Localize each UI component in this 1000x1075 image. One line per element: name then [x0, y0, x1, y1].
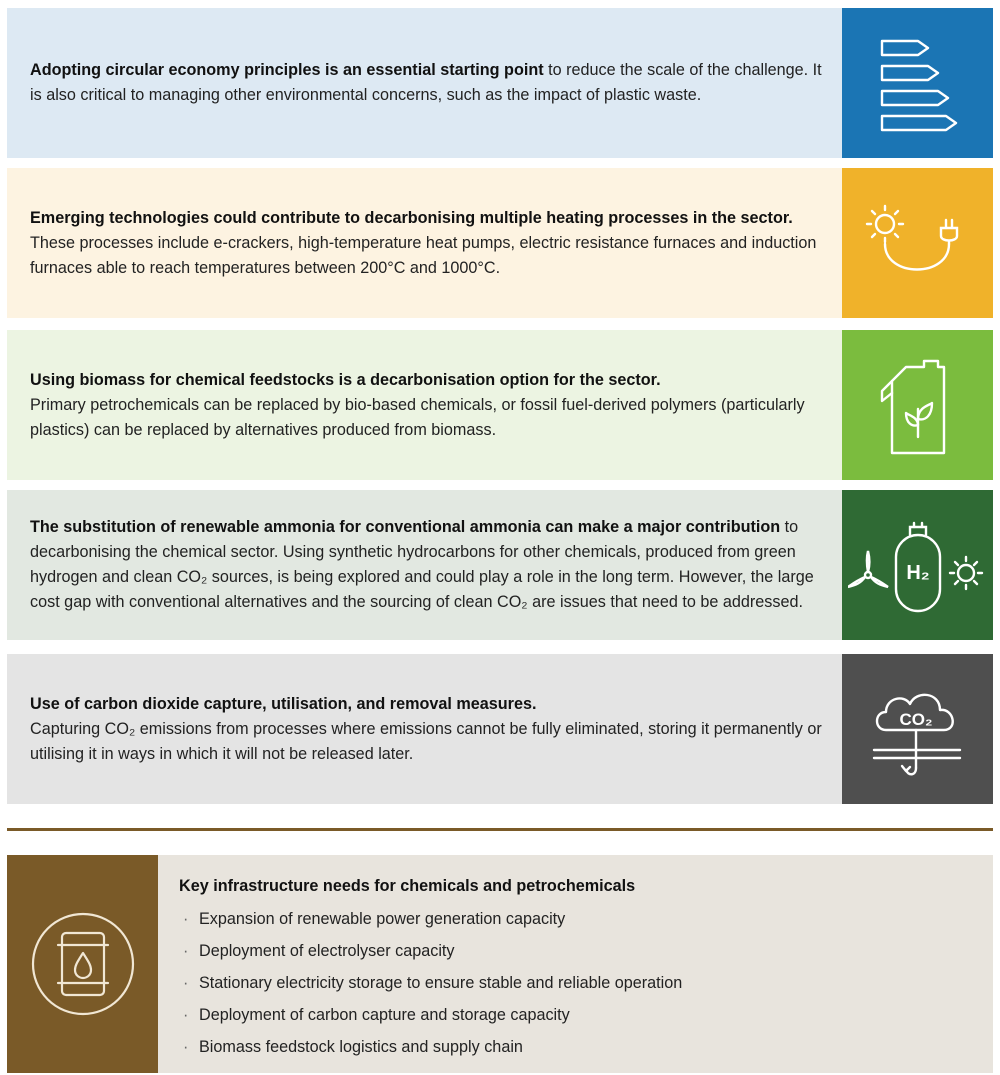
card-icon-box: [842, 330, 993, 480]
card-body-text: to decarbonising the chemical sector. Using synthetic hydrocarbons for other chemicals, produced from green hydrogen and clean CO₂ sources, is being explored and could play a role in the long term. However, the large cost gap with conventional alternatives and the sourcing of clean CO₂ are issues that need to be addressed.: [30, 518, 814, 611]
list-item: · Deployment of carbon capture and storage capacity: [179, 999, 973, 1031]
bio-canister-icon: [878, 353, 958, 457]
card-text: [30, 8, 830, 158]
infrastructure-title: Key infrastructure needs for chemicals and petrochemicals: [179, 877, 636, 895]
card-circular-economy: [7, 8, 993, 158]
card-text: [30, 168, 830, 318]
arrows-list-icon: [878, 33, 958, 133]
section-divider: [7, 828, 993, 831]
hydrogen-tank-icon: [848, 515, 988, 615]
card-body-text: Primary petrochemicals can be replaced by bio-based chemicals, or fossil fuel-derived polymers (particularly plastics) can be replaced by alternatives produced from biomass.: [30, 395, 805, 439]
oil-barrel-icon: [28, 909, 138, 1019]
card-bold-text: Emerging technologies could contribute to decarbonising multiple heating processes in the sector.: [30, 208, 793, 227]
co2-label: CO₂: [898, 710, 933, 729]
list-item: · Biomass feedstock logistics and supply chain: [179, 1031, 973, 1063]
card-bold-text: Using biomass for chemical feedstocks is a decarbonisation option for the sector.: [30, 370, 661, 389]
card-text: [30, 330, 830, 480]
list-item: · Expansion of renewable power generation capacity: [179, 903, 973, 935]
infrastructure-content: [179, 873, 973, 1063]
card-renewable-ammonia: [7, 490, 993, 640]
card-text: [30, 490, 830, 640]
card-emerging-technologies: [7, 168, 993, 318]
card-body-text: Capturing CO₂ emissions from processes where emissions cannot be fully eliminated, storing it permanently or utilising it in ways in which it will not be released later.: [30, 719, 822, 763]
card-icon-box: [842, 490, 993, 640]
card-body-text: These processes include e-crackers, high-temperature heat pumps, electric resistance furnaces and induction furnaces able to reach temperatures between 200°C and 1000°C.: [30, 233, 817, 277]
sun-icon: [950, 557, 982, 589]
card-icon-box: [842, 654, 993, 804]
infrastructure-icon-box: [7, 855, 158, 1073]
list-item: · Deployment of electrolyser capacity: [179, 935, 973, 967]
h2-label: H₂: [905, 562, 930, 584]
sun-plug-icon: [863, 198, 973, 288]
wind-turbine-icon: [848, 551, 888, 587]
card-bold-text: Adopting circular economy principles is an essential starting point: [30, 61, 544, 79]
card-icon-box: [842, 168, 993, 318]
card-text: [30, 654, 830, 804]
infrastructure-needs-panel: [7, 855, 993, 1073]
card-body-text: to reduce the scale of the challenge. It is also critical to managing other environmental concerns, such as the impact of plastic waste.: [30, 61, 822, 104]
card-bold-text: Use of carbon dioxide capture, utilisation, and removal measures.: [30, 694, 537, 713]
card-icon-box: [842, 8, 993, 158]
infrastructure-list: [179, 903, 973, 1063]
card-bold-text: The substitution of renewable ammonia for conventional ammonia can make a major contribution: [30, 518, 781, 536]
card-carbon-capture: [7, 654, 993, 804]
card-biomass-feedstocks: [7, 330, 993, 480]
co2-cloud-icon: [868, 674, 968, 784]
list-item: · Stationary electricity storage to ensure stable and reliable operation: [179, 967, 973, 999]
